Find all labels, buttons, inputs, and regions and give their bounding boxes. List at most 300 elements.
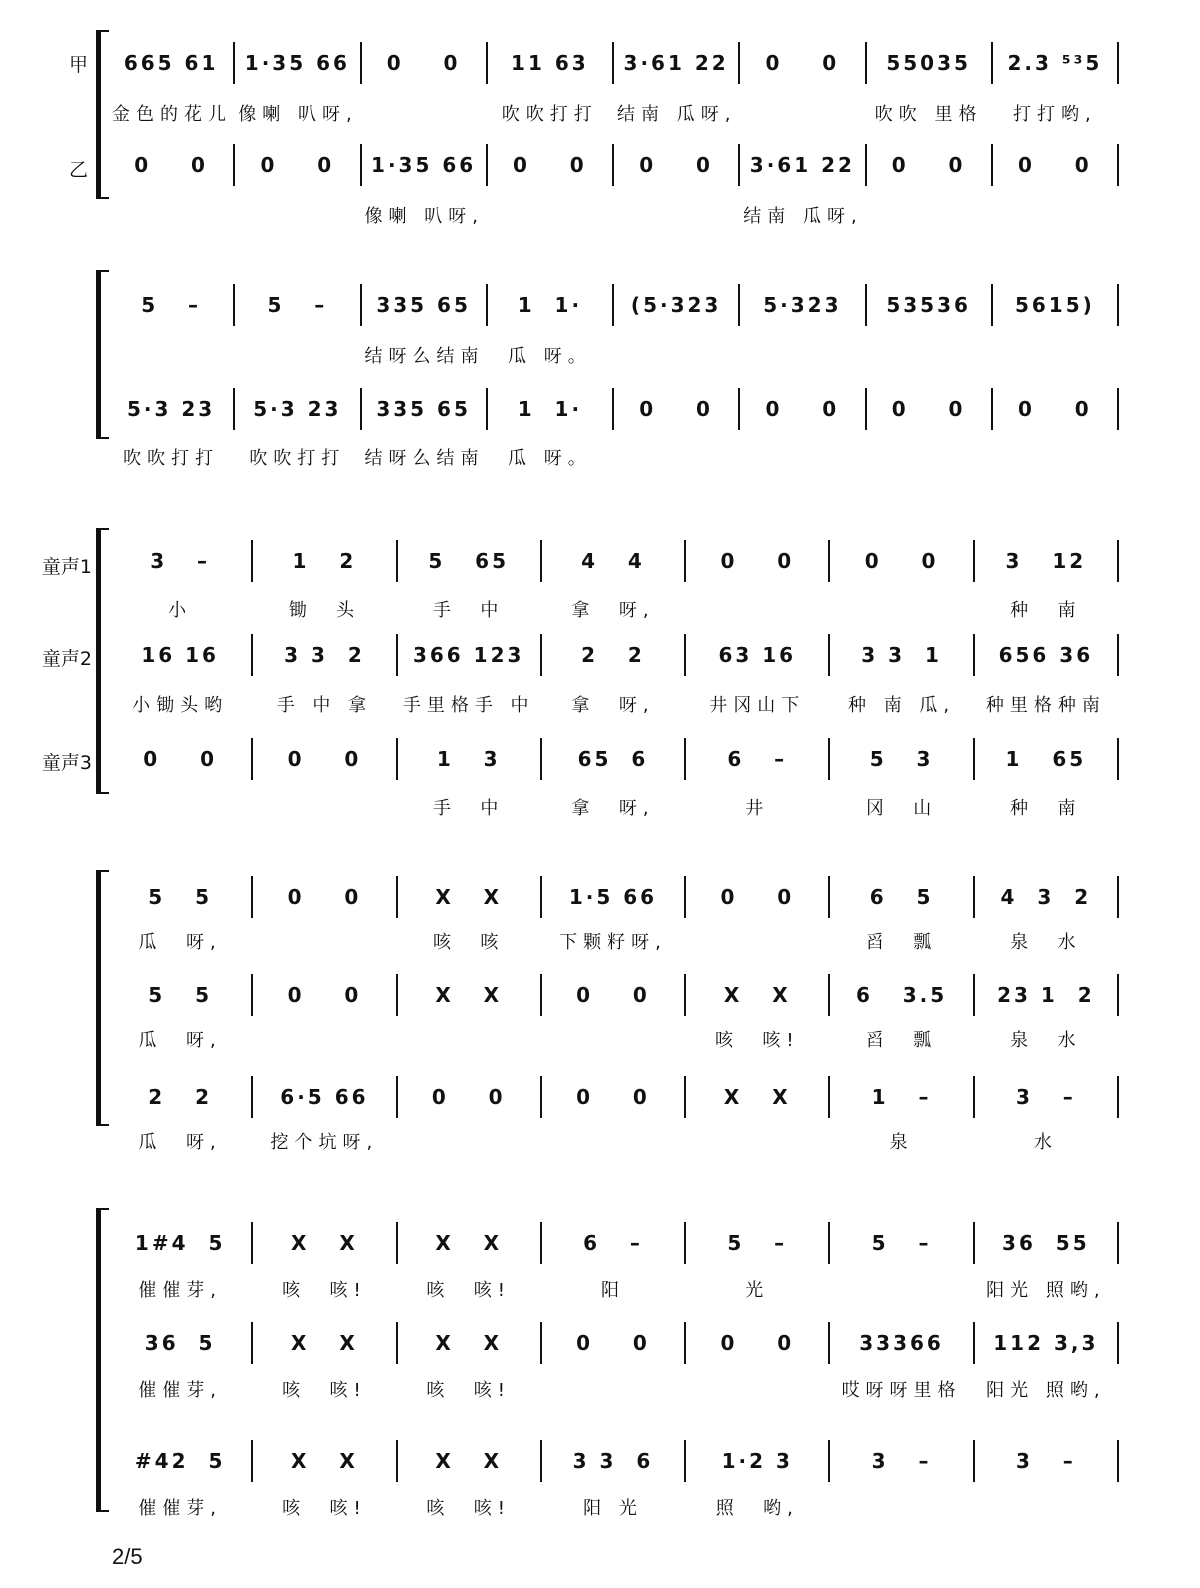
lyric-measure [978,1120,1114,1162]
lyric-measure [870,334,988,376]
notes: 0 0 [720,549,795,573]
measure [743,144,861,186]
notes: 1 – [871,1085,932,1109]
barline [865,388,867,430]
measure [833,1076,969,1118]
lyric-row [108,92,1118,124]
lyric-measure [978,683,1114,725]
barline [991,42,993,84]
measure [365,388,483,430]
measure [617,144,735,186]
measure [689,738,825,780]
lyric-measure [112,1120,248,1162]
lyric-measure [833,920,969,962]
lyric-measure [833,1368,969,1410]
lyric-text: 阳 光 [583,1498,643,1519]
barline [360,388,362,430]
measure [238,284,356,326]
barline [540,1076,542,1118]
lyric-measure [365,334,483,376]
barline [396,1222,398,1264]
lyric-row [108,683,1118,715]
barline [684,540,686,582]
measure [833,738,969,780]
barline [540,974,542,1016]
barline [251,1440,253,1482]
barline [486,388,488,430]
measure [870,284,988,326]
lyric-measure [689,588,825,630]
lyric-text: 手 中 [432,798,505,819]
notes: 0 0 [386,51,461,75]
barline [540,876,542,918]
notes: 53536 [886,293,971,317]
barline [1117,42,1119,84]
measure [112,1076,248,1118]
notes: 1 1· [517,397,583,421]
barline [865,42,867,84]
lyric-text: 结南 瓜呀, [617,104,737,125]
lyric-row [108,1018,1118,1050]
measure [833,634,969,676]
lyric-text: 咳 咳! [282,1498,367,1519]
notes: 1·5 66 [568,885,658,909]
notes: 11 63 [511,51,589,75]
barline [684,634,686,676]
barline [973,1322,975,1364]
lyric-text: 瓜 呀, [138,932,222,953]
measure [112,1440,248,1482]
barline [396,974,398,1016]
notes: 1#4 5 [134,1231,226,1255]
lyric-measure [689,1486,825,1528]
barline [1117,284,1119,326]
lyric-measure [617,194,735,236]
notes: 5·323 [763,293,842,317]
barline [973,974,975,1016]
lyric-measure [978,1018,1114,1060]
notes: 0 0 [513,153,587,177]
barline [1117,738,1119,780]
barline [251,634,253,676]
notes: 5 – [727,1231,788,1255]
barline [828,1440,830,1482]
measure [256,1076,392,1118]
lyric-text: 结呀么结南 [364,448,485,469]
notes: 5 5 [148,983,212,1007]
lyric-text: 咳 咳 [432,932,505,953]
lyric-measure [545,1486,681,1528]
barline [486,284,488,326]
measure [689,540,825,582]
measure [256,738,392,780]
barline [684,1322,686,1364]
lyric-measure [833,1268,969,1310]
measure [978,1322,1114,1364]
staff-row [108,634,1118,676]
lyric-measure [978,1368,1114,1410]
lyric-text: 下颗籽呀, [559,932,667,953]
barline [1117,1440,1119,1482]
lyric-measure [870,92,988,134]
lyric-text: 咳 咳! [714,1030,800,1051]
barline [360,144,362,186]
measure [491,284,609,326]
lyric-text: 金色的花儿 [112,104,232,125]
barline [738,42,740,84]
system-4 [0,870,1200,1160]
barline [828,1222,830,1264]
notes: 6 3.5 [855,983,948,1007]
lyric-row [108,1120,1118,1152]
barline [1117,1076,1119,1118]
notes: 0 0 [260,153,335,177]
measure [833,540,969,582]
lyric-measure [545,1018,681,1060]
system-2 [0,270,1200,469]
staff-row [108,974,1118,1016]
measure [112,1222,248,1264]
lyric-measure [996,436,1114,478]
lyric-text: 种 南 [1010,798,1082,819]
measure [833,1322,969,1364]
notes: 5 65 [428,549,510,573]
lyric-text: 瓜 呀。 [508,448,592,469]
lyric-measure [833,1018,969,1060]
staff-row [108,540,1118,582]
measure [978,876,1114,918]
measure [545,974,681,1016]
measure [401,974,537,1016]
lyric-measure [996,194,1114,236]
notes: 335 65 [376,293,471,317]
notes: 1·35 66 [371,153,477,177]
barline [828,1076,830,1118]
lyric-row [108,436,1118,468]
lyric-measure [256,588,392,630]
barline [486,42,488,84]
lyric-text: 催催芽, [138,1380,222,1401]
measure [545,1440,681,1482]
measure [978,1440,1114,1482]
notes: 3 3 1 [861,643,942,667]
notes: 0 0 [1018,153,1092,177]
lyric-measure [256,1368,392,1410]
part-label-yi: 乙 [68,159,88,181]
notes: 0 0 [287,747,362,771]
lyric-text: 吹吹打打 [123,448,220,469]
notes: 3·61 22 [623,51,729,75]
lyric-measure [112,436,230,478]
barline [251,1222,253,1264]
lyric-measure [256,1120,392,1162]
lyric-text: 瓜 呀, [138,1030,222,1051]
barline [251,974,253,1016]
lyric-text: 吹吹打打 [249,448,346,469]
staff-row [108,1076,1118,1118]
notes: 1 1· [517,293,583,317]
barline [612,144,614,186]
measure [833,876,969,918]
measure [112,144,230,186]
measure [978,634,1114,676]
measure [617,42,735,84]
notes: 6 5 [869,885,934,909]
lyric-text: 咳 咳! [282,1280,367,1301]
lyric-text: 吹吹 里格 [874,104,983,125]
barline [973,1222,975,1264]
barline [1117,876,1119,918]
notes: X X [723,1085,791,1109]
notes: 5 – [267,293,328,317]
lyric-text: 催催芽, [138,1498,222,1519]
lyric-text: 手里格手 中 [402,695,535,716]
measure [743,42,861,84]
notes: 36 55 [1002,1231,1090,1255]
barline [396,1322,398,1364]
measure [112,284,230,326]
lyric-measure [978,786,1114,828]
lyric-measure [689,1268,825,1310]
notes: 0 0 [720,1331,795,1355]
lyric-text: 拿 呀, [571,600,655,621]
barline [251,738,253,780]
measure [996,284,1114,326]
lyric-text: 吹吹打打 [501,104,598,125]
system-3 [0,528,1200,818]
barline [991,144,993,186]
lyric-measure [238,334,356,376]
notes: 4 4 [581,549,645,573]
lyric-text: 泉 水 [1010,932,1082,953]
lyric-measure [365,436,483,478]
notes: 63 16 [718,643,797,667]
notes: X X [435,1449,503,1473]
measure [870,144,988,186]
barline [828,738,830,780]
barline [991,284,993,326]
measure [491,388,609,430]
notes: 0 0 [765,51,840,75]
measure [545,540,681,582]
barline [612,388,614,430]
notes: 1·2 3 [721,1449,793,1473]
lyric-measure [833,786,969,828]
lyric-measure [256,786,392,828]
lyric-measure [743,334,861,376]
notes: 65 6 [577,747,649,771]
barline [233,144,235,186]
lyric-measure [401,1486,537,1528]
notes: 0 0 [891,153,966,177]
notes: 1 65 [1005,747,1087,771]
lyric-measure [743,436,861,478]
lyric-text: 种 南 瓜, [847,695,956,716]
notes: 0 0 [720,885,795,909]
notes: 0 0 [287,983,362,1007]
barline [1117,144,1119,186]
notes: 55035 [886,51,971,75]
notes: 2 2 [148,1085,212,1109]
barline [540,1440,542,1482]
barline [1117,1222,1119,1264]
lyric-text: 阳 [600,1280,625,1301]
barline [612,284,614,326]
lyric-measure [545,683,681,725]
lyric-measure [238,436,356,478]
barline [973,738,975,780]
lyric-text: 像喇 叭呀, [238,104,358,125]
lyric-measure [870,436,988,478]
measure [491,144,609,186]
barline [251,1322,253,1364]
notes: 16 16 [141,643,219,667]
barline [540,540,542,582]
barline [828,876,830,918]
notes: 3 12 [1005,549,1087,573]
lyric-measure [401,683,537,725]
lyric-measure [112,1268,248,1310]
lyric-measure [491,92,609,134]
lyric-text: 小锄头哟 [132,695,229,716]
notes: 6 – [727,747,788,771]
measure [401,738,537,780]
measure [689,1222,825,1264]
lyric-measure [491,436,609,478]
measure [743,284,861,326]
lyric-text: 泉 水 [1010,1030,1082,1051]
notes: 5 – [141,293,202,317]
notes: 6·5 66 [280,1085,369,1109]
notes: 0 0 [639,397,713,421]
measure [689,974,825,1016]
lyric-text: 冈 山 [865,798,938,819]
lyric-measure [545,920,681,962]
measure [833,1222,969,1264]
measure [401,540,537,582]
barline [360,42,362,84]
lyric-text: 哎呀呀里格 [841,1380,962,1401]
lyric-text: 瓜 呀, [138,1132,222,1153]
measure [112,388,230,430]
notes: 1·35 66 [244,51,350,75]
measure [996,42,1114,84]
lyric-measure [256,683,392,725]
barline [828,1322,830,1364]
barline [251,540,253,582]
measure [112,738,248,780]
notes: 0 0 [431,1085,506,1109]
lyric-measure [833,1486,969,1528]
notes: 335 65 [376,397,471,421]
notes: 4 3 2 [1000,885,1092,909]
lyric-measure [996,334,1114,376]
barline [828,540,830,582]
measure [256,1222,392,1264]
lyric-text: 结呀么结南 [364,346,485,367]
lyric-measure [238,92,356,134]
barline [1117,1322,1119,1364]
lyric-text: 水 [1033,1132,1058,1153]
barline [233,388,235,430]
notes: X X [435,885,503,909]
measure [689,1076,825,1118]
lyric-text: 舀 瓢 [865,932,938,953]
barline [1117,974,1119,1016]
notes: (5·323 [630,293,722,317]
lyric-measure [112,92,230,134]
notes: X X [723,983,791,1007]
lyric-text: 泉 [889,1132,914,1153]
barline [396,1440,398,1482]
notes: 0 0 [576,983,650,1007]
lyric-measure [545,1120,681,1162]
barline [1117,634,1119,676]
staff-row [108,388,1118,430]
part-label-tongsheng-3: 童声3 [41,752,92,774]
measure [545,634,681,676]
measure [743,388,861,430]
measure [833,974,969,1016]
barline [233,42,235,84]
lyric-text: 咳 咳! [426,1380,512,1401]
staff-row [108,1322,1118,1364]
staff-row [108,1222,1118,1264]
lyric-measure [689,1120,825,1162]
notes: 3·61 22 [749,153,855,177]
lyric-text: 瓜 呀。 [508,346,592,367]
notes: 0 0 [1018,397,1092,421]
lyric-text: 拿 呀, [571,695,655,716]
lyric-measure [491,194,609,236]
measure [491,42,609,84]
barline [684,1076,686,1118]
lyric-measure [112,194,230,236]
notes: 366 123 [412,643,525,667]
lyric-text: 阳光 照哟, [986,1280,1106,1301]
lyric-text: 井冈山下 [709,695,806,716]
notes: 3 3 2 [284,643,365,667]
barline [738,144,740,186]
barline [540,1222,542,1264]
lyric-row [108,1268,1118,1300]
notes: 5·3 23 [253,397,342,421]
notes: 3 3 6 [572,1449,654,1473]
lyric-measure [256,1486,392,1528]
notes: 2.3 ⁵³5 [1007,51,1103,75]
lyric-measure [112,920,248,962]
part-label-tongsheng-2: 童声2 [41,648,92,670]
measure [978,738,1114,780]
barline [738,284,740,326]
barline [612,42,614,84]
part-label-tongsheng-1: 童声1 [41,556,92,578]
lyric-text: 手 中 [432,600,505,621]
notes: 5·3 23 [127,397,216,421]
lyric-measure [743,92,861,134]
system-1 [0,30,1200,227]
lyric-measure [256,920,392,962]
barline [396,1076,398,1118]
lyric-measure [689,786,825,828]
lyric-measure [545,1268,681,1310]
lyric-measure [238,194,356,236]
measure [256,1440,392,1482]
measure [978,974,1114,1016]
lyric-text: 种里格种南 [985,695,1106,716]
measure [545,1076,681,1118]
barline [1117,388,1119,430]
